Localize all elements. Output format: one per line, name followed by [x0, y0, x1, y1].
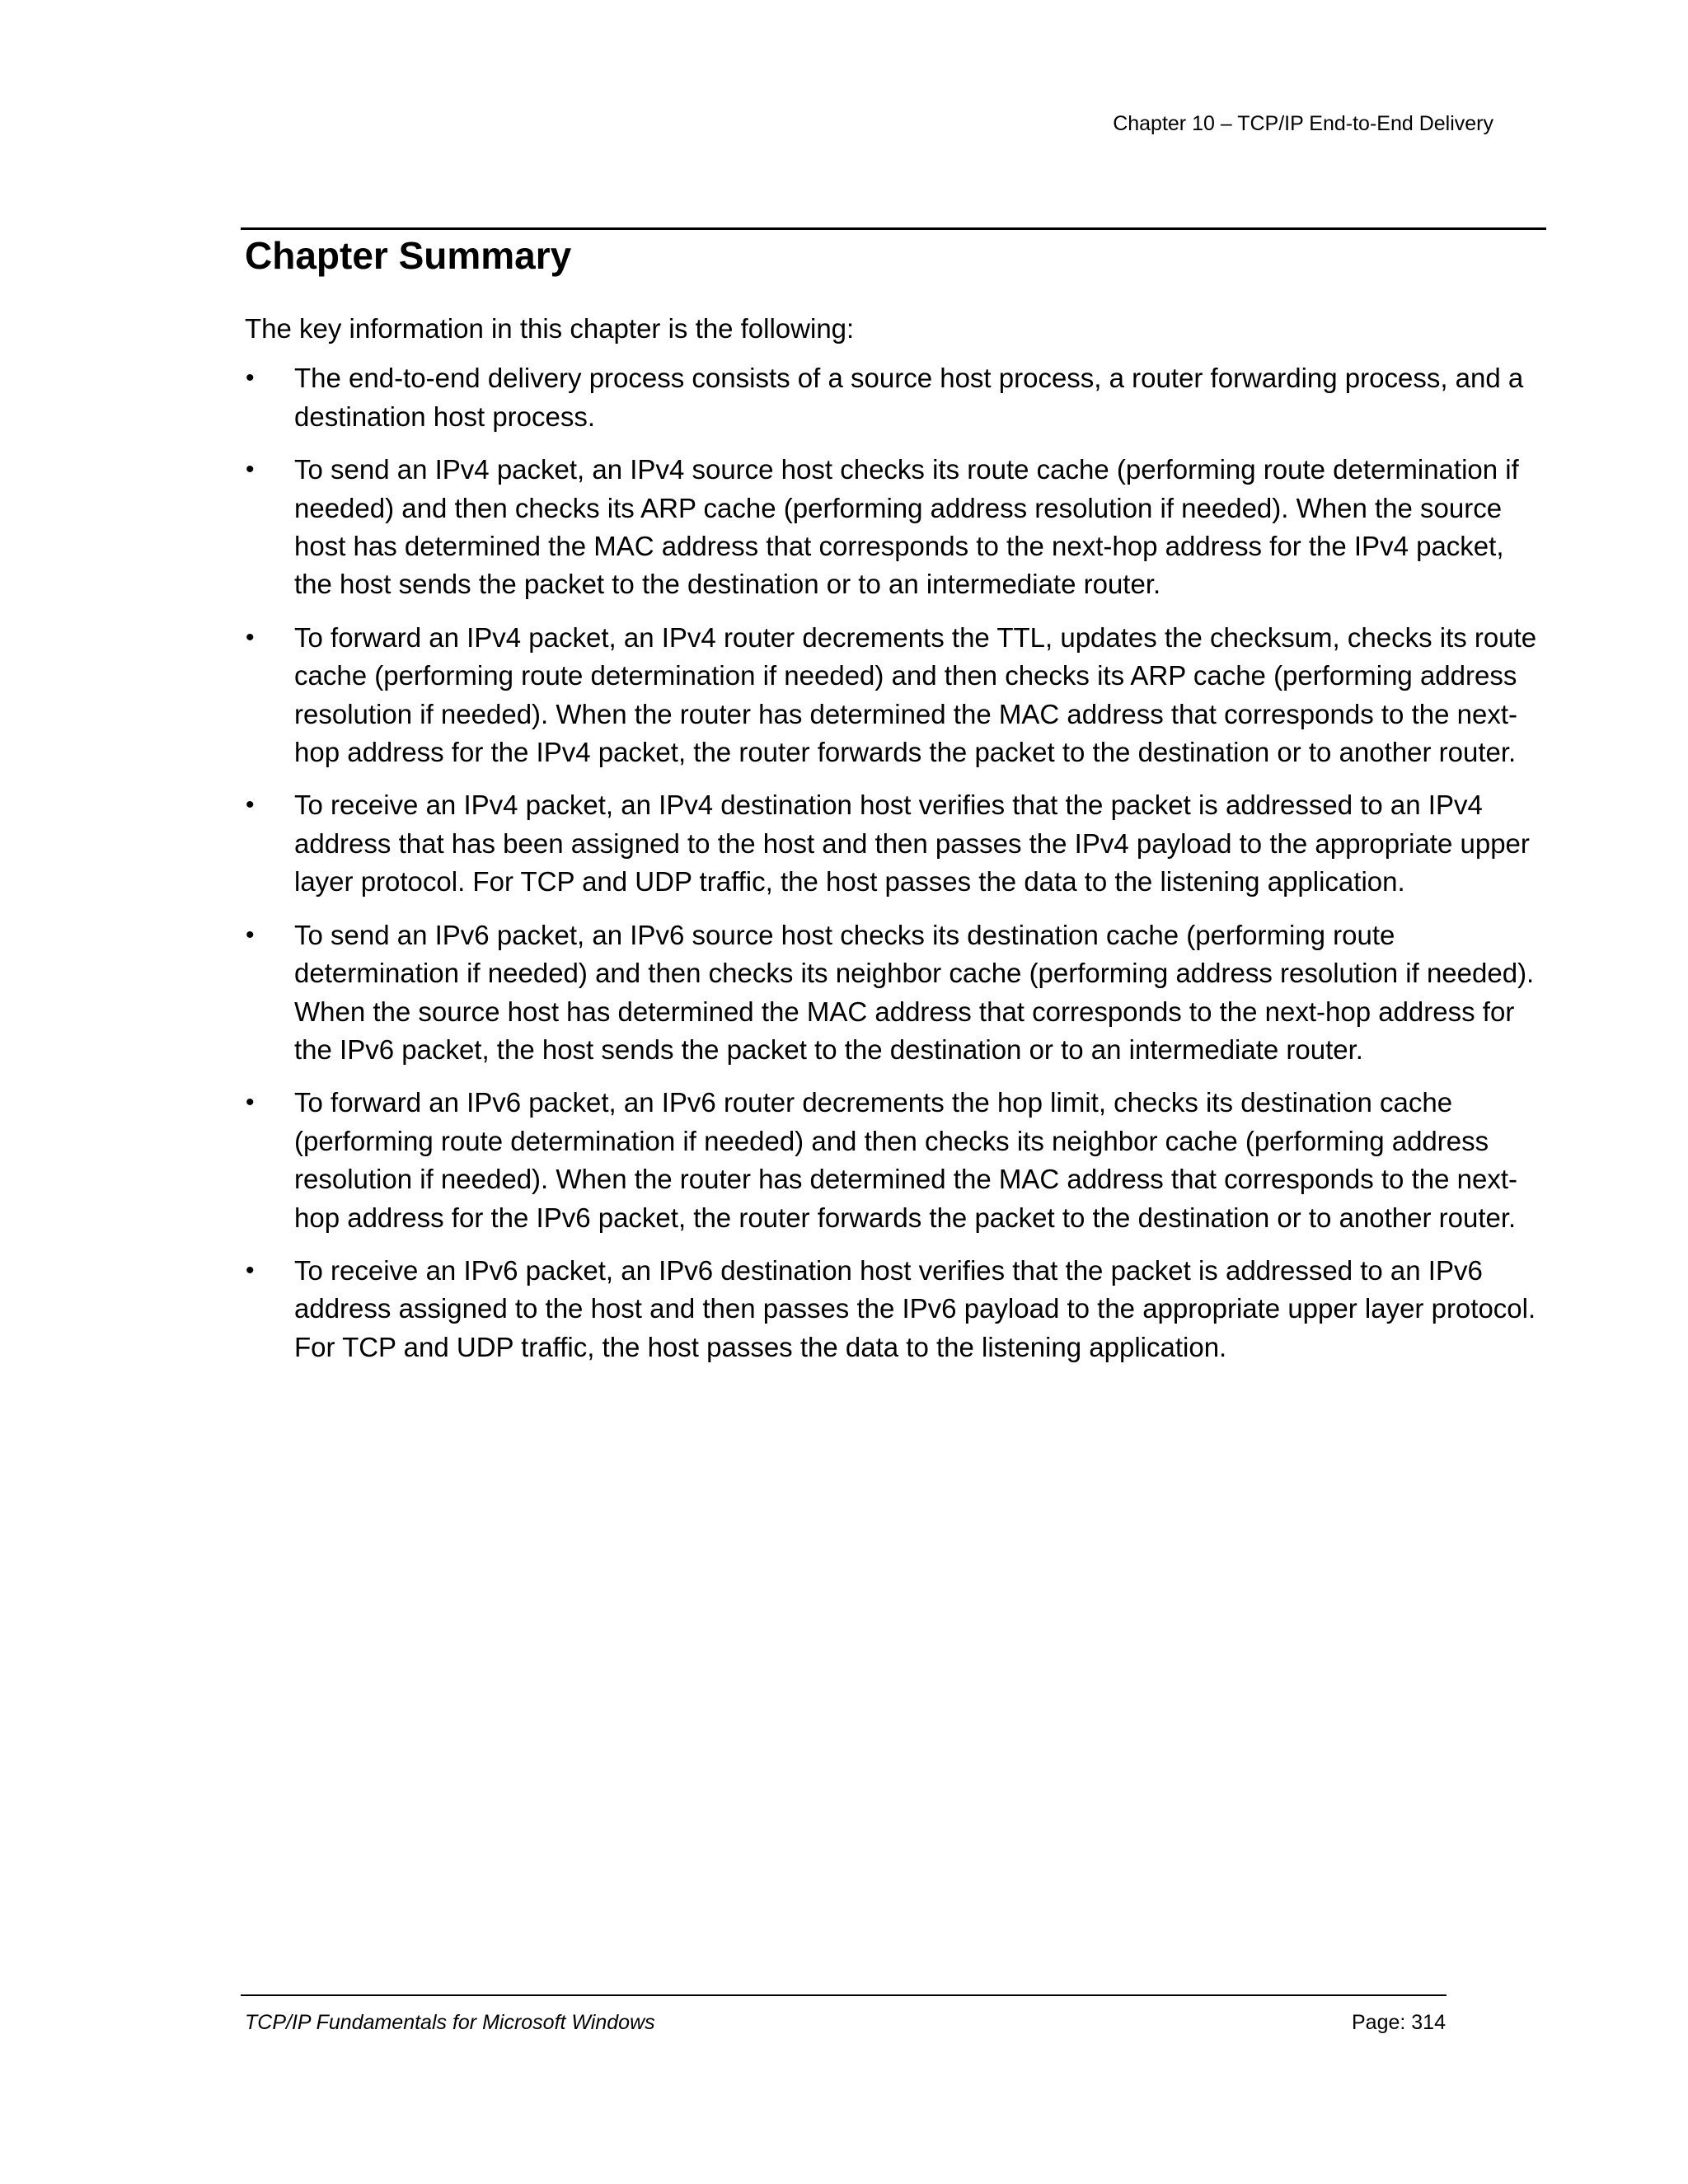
bullet-item — [245, 359, 1547, 436]
bullet-item — [245, 916, 1547, 1070]
bullet-item — [245, 619, 1547, 772]
running-header: Chapter 10 – TCP/IP End-to-End Delivery — [1113, 112, 1493, 135]
bullet-item — [245, 451, 1547, 604]
bullet-icon: • — [246, 791, 255, 819]
bullet-text: To receive an IPv4 packet, an IPv4 destination host verifies that the packet is addressed to an IPv4 address that has been assigned to the host and then passes the IPv4 payload to the appropriate upper layer protocol. For TCP and UDP traffic, the host passes the data to the listening application. — [294, 790, 1530, 898]
bullet-text: To forward an IPv4 packet, an IPv4 router decrements the TTL, updates the checksum, checks its route cache (performing route determination if needed) and then checks its ARP cache (performing address resolution if needed). When the router has determined the MAC address that corresponds to the next-hop address for the IPv4 packet, the router forwards the packet to the destination or to another router. — [294, 621, 1537, 768]
bullet-item — [245, 1252, 1547, 1366]
bullet-icon: • — [246, 921, 255, 949]
bullet-text: The end-to-end delivery process consists of a source host process, a router forwarding process, and a destination host process. — [294, 363, 1524, 432]
intro-paragraph: The key information in this chapter is the following: — [245, 313, 855, 344]
bullet-item — [245, 786, 1547, 901]
footer-page-number: Page: 314 — [1352, 2011, 1446, 2034]
footer-book-title: TCP/IP Fundamentals for Microsoft Windows — [245, 2011, 655, 2034]
section-title: Chapter Summary — [245, 234, 572, 277]
summary-bullet-list — [245, 359, 1547, 1366]
bullet-text: To send an IPv4 packet, an IPv4 source host checks its route cache (performing route determination if needed) and then checks its ARP cache (performing address resolution if needed). When the source host has determined the MAC address that corresponds to the next-hop address for the IPv4 packet, the host sends the packet to the destination or to an intermediate router. — [294, 454, 1519, 600]
bullet-text: To forward an IPv6 packet, an IPv6 router decrements the hop limit, checks its destination cache (performing route determination if needed) and then checks its neighbor cache (performing address resolution if needed). When the router has determined the MAC address that corresponds to the next-hop address for the IPv6 packet, the router forwards the packet to the destination or to another router. — [294, 1087, 1517, 1233]
bullet-icon: • — [246, 1256, 255, 1284]
section-body — [245, 310, 1547, 1381]
bullet-icon: • — [246, 1089, 255, 1117]
bullet-icon: • — [246, 456, 255, 484]
bullet-icon: • — [246, 364, 255, 392]
footer-rule — [241, 1994, 1447, 1996]
bullet-text: To receive an IPv6 packet, an IPv6 destination host verifies that the packet is addressed to an IPv6 address assigned to the host and then passes the IPv6 payload to the appropriate upper layer protocol. For TCP and UDP traffic, the host passes the data to the listening application. — [294, 1254, 1536, 1362]
header-rule — [241, 227, 1546, 230]
bullet-item — [245, 1084, 1547, 1237]
bullet-text: To send an IPv6 packet, an IPv6 source host checks its destination cache (performing route determination if needed) and then checks its neighbor cache (performing address resolution if needed). When the source host has determined the MAC address that corresponds to the next-hop address for the IPv6 packet, the host sends the packet to the destination or to an intermediate router. — [294, 919, 1535, 1065]
bullet-icon: • — [246, 623, 255, 651]
